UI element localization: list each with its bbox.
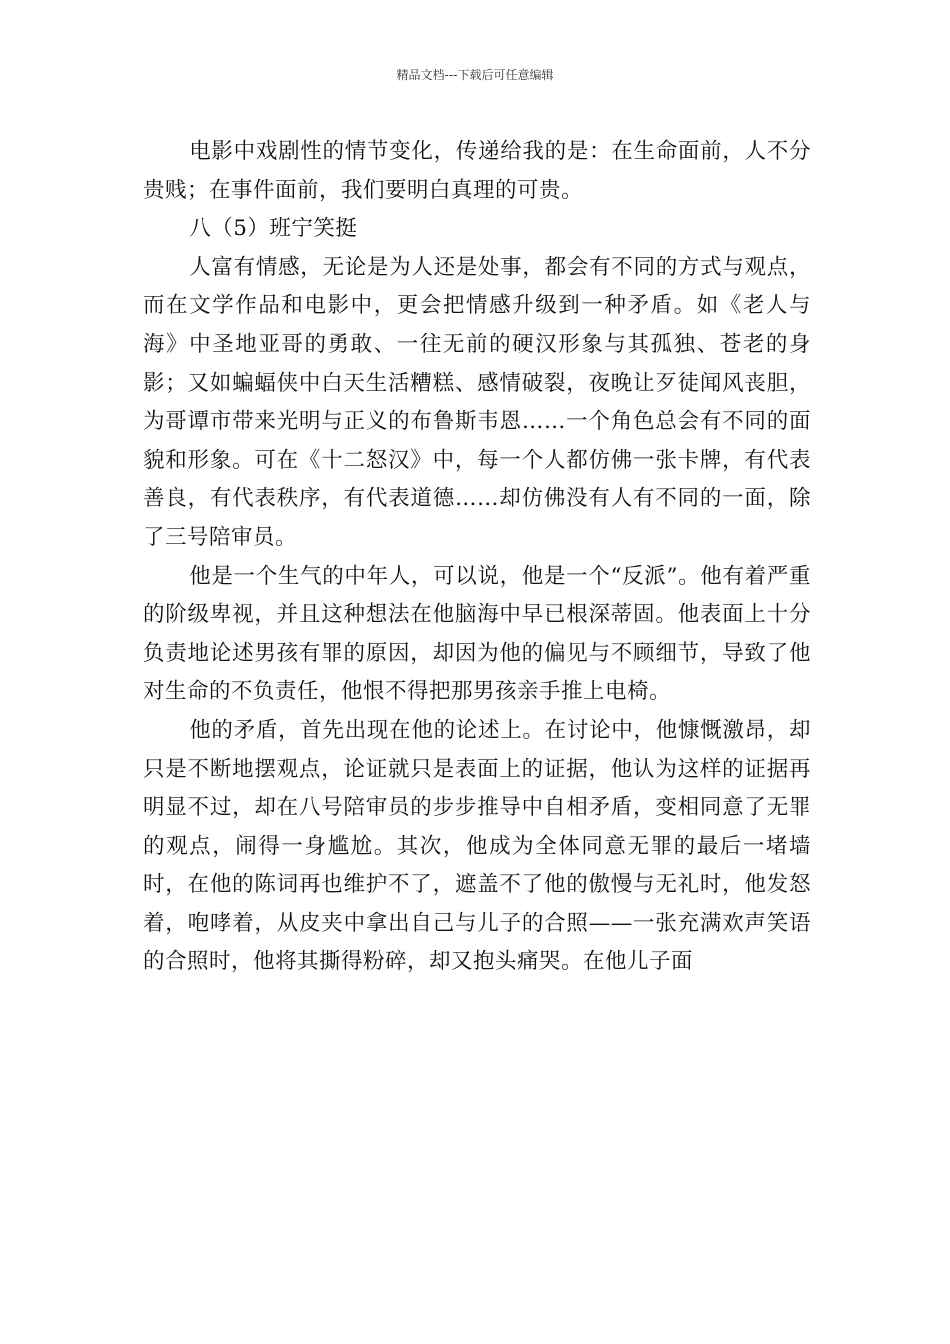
paragraph: 他是一个生气的中年人，可以说，他是一个“反派”。他有着严重的阶级卑视，并且这种想法在他脑海中早已根深蒂固。他表面上十分负责地论述男孩有罪的原因，却因为他的偏见与不顾细节，导致了他对生命的不负责任，他恨不得把那男孩亲手推上电椅。 — [143, 563, 811, 705]
document-body — [143, 133, 811, 982]
page-header: 精品文档---下载后可任意编辑 — [396, 68, 554, 82]
paragraph: 电影中戏剧性的情节变化，传递给我的是：在生命面前，人不分贵贱；在事件面前，我们要明白真理的可贵。 — [143, 139, 811, 203]
paragraph: 人富有情感，无论是为人还是处事，都会有不同的方式与观点，而在文学作品和电影中，更会把情感升级到一种矛盾。如《老人与海》中圣地亚哥的勇敢、一往无前的硬汉形象与其孤独、苍老的身影；又如蝙蝠侠中白天生活糟糕、感情破裂，夜晚让歹徒闻风丧胆，为哥谭市带来光明与正义的布鲁斯韦恩……一个角色总会有不同的面貌和形象。可在《十二怒汉》中，每一个人都仿佛一张卡牌，有代表善良，有代表秩序，有代表道德……却仿佛没有人有不同的一面，除了三号陪审员。 — [143, 254, 811, 550]
paragraph: 他的矛盾，首先出现在他的论述上。在讨论中，他慷慨激昂，却只是不断地摆观点，论证就只是表面上的证据，他认为这样的证据再明显不过，却在八号陪审员的步步推导中自相矛盾，变相同意了无罪的观点，闹得一身尴尬。其次，他成为全体同意无罪的最后一堵墙时，在他的陈词再也维护不了，遮盖不了他的傲慢与无礼时，他发怒着，咆哮着，从皮夹中拿出自己与儿子的合照——一张充满欢声笑语的合照时，他将其撕得粉碎，却又抱头痛哭。在他儿子面 — [143, 717, 811, 975]
author-line: 八（5）班宁笑挺 — [189, 216, 358, 242]
